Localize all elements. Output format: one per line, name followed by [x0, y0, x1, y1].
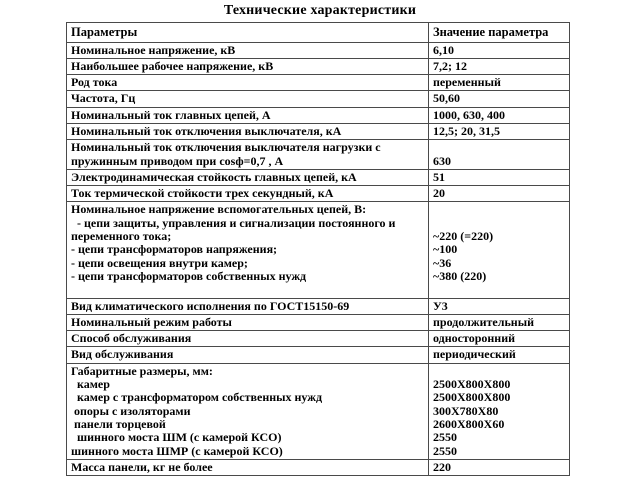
cell-line: 12,5; 20, 31,5	[433, 124, 500, 138]
page-title: Технические характеристики	[223, 3, 417, 18]
table-row	[67, 169, 570, 185]
cell-line: 1000, 630, 400	[433, 108, 505, 122]
cell-line: Ток термической стойкости трех секундный, кА	[71, 187, 334, 201]
cell-line: периодический	[433, 348, 516, 362]
cell-line: ~220 (=220)	[433, 230, 494, 244]
cell-line: - цепи освещения внутри камер;	[71, 256, 248, 270]
cell-line: Номинальный ток отключения выключателя нагрузки с	[71, 141, 381, 155]
cell-line: Частота, Гц	[71, 92, 136, 106]
value-cell	[429, 91, 570, 107]
table-row	[67, 140, 570, 170]
cell-line: камер	[71, 378, 110, 392]
param-cell	[67, 331, 429, 347]
value-cell	[429, 107, 570, 123]
table-row	[67, 91, 570, 107]
param-cell	[67, 186, 429, 202]
cell-line: 2550	[433, 431, 457, 445]
value-cell	[429, 42, 570, 58]
cell-line: 2500Х800Х800	[433, 391, 511, 405]
cell-line: 630	[433, 154, 451, 168]
table-row	[67, 459, 570, 475]
cell-line: - цепи трансформаторов напряжения;	[71, 243, 278, 257]
table-row	[67, 298, 570, 314]
cell-line: ~36	[433, 256, 452, 270]
header-cell-parameters: Параметры	[67, 23, 429, 43]
cell-line: переменный	[433, 76, 501, 90]
cell-line: - цепи защиты, управления и сигнализации постоянного и	[71, 216, 396, 230]
table-row	[67, 202, 570, 298]
value-cell	[429, 347, 570, 363]
value-cell	[429, 363, 570, 459]
value-cell	[429, 58, 570, 74]
cell-line: 2550	[433, 444, 457, 458]
param-cell	[67, 298, 429, 314]
value-cell	[429, 140, 570, 170]
param-cell	[67, 459, 429, 475]
table-row	[67, 347, 570, 363]
param-cell	[67, 58, 429, 74]
value-cell	[429, 459, 570, 475]
table-row	[67, 42, 570, 58]
cell-line: Номинальный ток отключения выключателя, кА	[71, 124, 342, 138]
table-row	[67, 75, 570, 91]
cell-line	[433, 203, 565, 216]
table-row	[67, 58, 570, 74]
cell-line: 51	[433, 170, 445, 184]
cell-line: 6,10	[433, 43, 454, 57]
cell-line: продолжительный	[433, 315, 534, 329]
cell-line: Номинальный ток главных цепей, А	[71, 108, 271, 122]
value-cell	[429, 202, 570, 298]
cell-line: У3	[433, 299, 448, 313]
cell-line: шинного моста ШМР (с камерой КСО)	[71, 444, 283, 458]
table-row	[67, 363, 570, 459]
cell-line: Номинальный режим работы	[71, 315, 232, 329]
cell-line: 300Х780Х80	[433, 404, 499, 418]
param-cell	[67, 363, 429, 459]
value-cell	[429, 331, 570, 347]
table-row	[67, 331, 570, 347]
table-body	[67, 42, 570, 476]
cell-line: 220	[433, 460, 451, 474]
table-row	[67, 314, 570, 330]
cell-line: 50,60	[433, 92, 460, 106]
cell-line: Способ обслуживания	[71, 332, 192, 346]
cell-line: 7,2; 12	[433, 59, 467, 73]
cell-line: Вид обслуживания	[71, 348, 174, 362]
param-cell	[67, 169, 429, 185]
param-cell	[67, 140, 429, 170]
cell-line	[433, 283, 565, 296]
param-cell	[67, 314, 429, 330]
value-cell	[429, 298, 570, 314]
value-cell	[429, 186, 570, 202]
cell-line: - цепи трансформаторов собственных нужд	[71, 269, 307, 283]
param-cell	[67, 42, 429, 58]
cell-line	[433, 365, 565, 378]
param-cell	[67, 202, 429, 298]
cell-line: 20	[433, 187, 445, 201]
cell-line	[433, 141, 565, 154]
value-cell	[429, 123, 570, 139]
value-cell	[429, 169, 570, 185]
cell-line: пружинным приводом при cosф=0,7 , А	[71, 154, 284, 168]
table-row	[67, 107, 570, 123]
cell-line: 2500Х800Х800	[433, 378, 511, 392]
cell-line	[71, 283, 424, 296]
value-cell	[429, 314, 570, 330]
cell-line: опоры с изоляторами	[71, 404, 191, 418]
cell-line: ~100	[433, 243, 458, 257]
cell-line: Вид климатического исполнения по ГОСТ15150-69	[71, 299, 350, 313]
header-cell-value: Значение параметра	[429, 23, 570, 43]
cell-line: односторонний	[433, 332, 516, 346]
cell-line: Род тока	[71, 76, 118, 90]
cell-line: Номинальное напряжение, кВ	[71, 43, 236, 57]
param-cell	[67, 107, 429, 123]
cell-line: Наибольшее рабочее напряжение, кВ	[71, 59, 274, 73]
cell-line: Габаритные размеры, мм:	[71, 364, 213, 378]
cell-line	[433, 217, 565, 230]
param-cell	[67, 347, 429, 363]
cell-line: шинного моста ШМ (с камерой КСО)	[71, 431, 282, 445]
table-header-row	[67, 23, 570, 43]
cell-line: камер с трансформатором собственных нужд	[71, 391, 323, 405]
table-row	[67, 186, 570, 202]
param-cell	[67, 75, 429, 91]
table-row	[67, 123, 570, 139]
cell-line: панели торцевой	[71, 417, 166, 431]
param-cell	[67, 123, 429, 139]
param-cell	[67, 91, 429, 107]
cell-line: переменного тока;	[71, 230, 172, 244]
cell-line: Номинальное напряжение вспомогательных цепей, В:	[71, 203, 367, 217]
value-cell	[429, 75, 570, 91]
cell-line: ~380 (220)	[433, 269, 487, 283]
cell-line: Масса панели, кг не более	[71, 460, 213, 474]
cell-line: Электродинамическая стойкость главных цепей, кА	[71, 170, 357, 184]
specs-table	[66, 22, 570, 476]
cell-line: 2600Х800Х60	[433, 417, 505, 431]
